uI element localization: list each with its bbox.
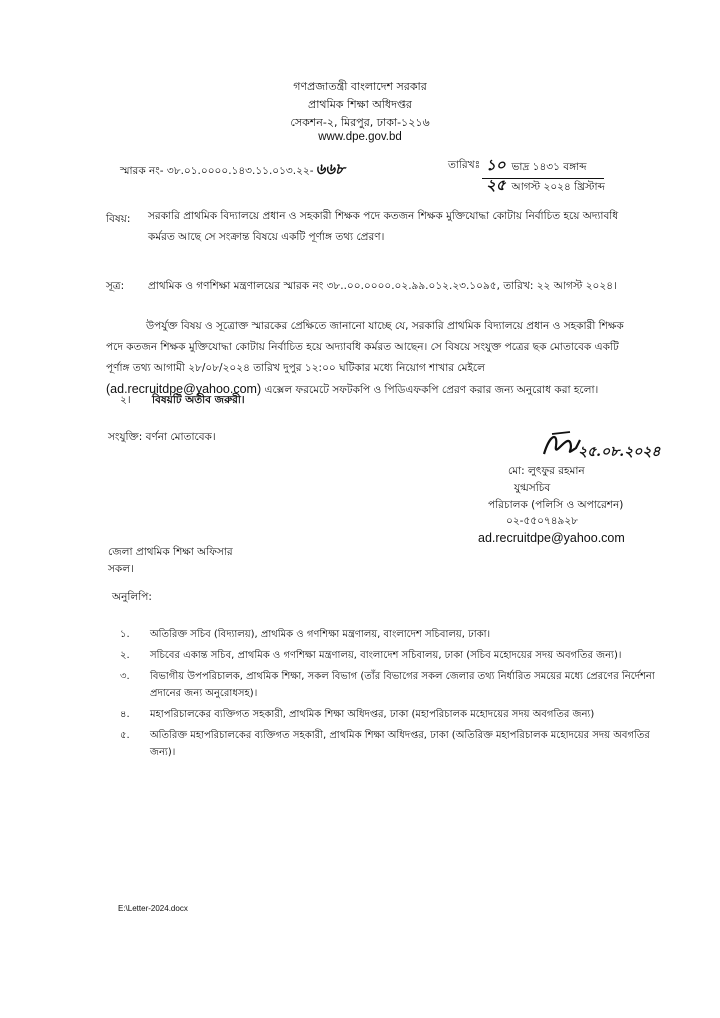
memo-number [120, 158, 345, 183]
item2-number: ২। [120, 394, 131, 406]
website-link[interactable]: www.dpe.gov.bd [318, 131, 402, 143]
reference-text: প্রাথমিক ও গণশিক্ষা মন্ত্রণালয়ের স্মারক নং ৩৮..০০.০০০০.০২.৯৯.০১২.২৩.১০৯৫, তারিখ: ২২ আগস্ট ২০২৪। [148, 280, 617, 292]
date-bangla: ১০ ভাদ্র ১৪৩১ বঙ্গাব্দ [486, 156, 587, 174]
memo-label: স্মারক নং- ৩৮.০১.০০০০.১৪৩.১১.০১৩.২২- [120, 165, 314, 177]
date-english: ২৫ আগস্ট ২০২৪ খ্রিস্টাব্দ [486, 176, 605, 194]
date-english-day: ২৫ [486, 176, 506, 194]
copy-item: ৩. বিভাগীয় উপপরিচালক, প্রাথমিক শিক্ষা, সকল বিভাগ (তাঁর বিভাগের সকল জেলার তথ্য নির্ধারিত সময়ের মধ্যে প্রেরণের নির্দেশনা প্রদানের জন্য অনুরোধসহ)। [120, 671, 655, 699]
subject-text: সরকারি প্রাথমিক বিদ্যালয়ে প্রধান ও সহকারী শিক্ষক পদে কতজন শিক্ষক মুক্তিযোদ্ধা কোটায় নির্বাচিত হয়ে অদ্যাবধি কর্মরত আছে সে সংক্রান্ত বিষয়ে একটি পূর্ণাঙ্গ তথ্য প্রেরণ। [148, 210, 619, 243]
copy-label: অনুলিপি: [112, 591, 152, 603]
signature-date: ২৫.০৮.২০২৪ [578, 444, 661, 460]
date-label: তারিখঃ [448, 159, 481, 171]
signatory-designation: যুগ্মসচিব [514, 482, 551, 494]
signatory-phone: ০২-৫৫০৭৪৯২৮ [506, 515, 578, 527]
urgent-note: বিষয়টি অতীব জরুরী। [152, 394, 245, 406]
signatory-email-link[interactable]: ad.recruitdpe@yahoo.com [478, 531, 625, 545]
recipient-title: জেলা প্রাথমিক শিক্ষা অফিসার [108, 546, 233, 558]
copy-item: ২. সচিবের একান্ত সচিব, প্রাথমিক ও গণশিক্ষা মন্ত্রণালয়, বাংলাদেশ সচিবালয়, ঢাকা (সচিব মহোদয়ের সদয় অবগতির জন্য)। [120, 650, 622, 661]
copy-list [120, 626, 660, 765]
department-name: প্রাথমিক শিক্ষা অধিদপ্তর [308, 98, 412, 111]
memo-handwritten-number: ৬৬৮ [315, 160, 345, 178]
recipient-all: সকল। [108, 563, 134, 575]
attachment-note: সংযুক্তি: বর্ণনা মোতাবেক। [108, 431, 216, 443]
body-paragraph: উপর্যুক্ত বিষয় ও সূত্রোক্ত স্মারকের প্রেক্ষিতে জানানো যাচ্ছে যে, সরকারি প্রাথমিক বিদ্যালয়ে প্রধান ও সহকারী শিক্ষক পদে কতজন শিক্ষক মুক্তিযোদ্ধা কোটায় নির্বাচিত হয়ে অদ্যাবধি কর্মরত আছেন। সে বিষয়ে সংযুক্ত পত্রের ছক মোতাবেক একটি পূর্ণাঙ্গ তথ্য আগামী ২৮/০৮/২০২৪ তারিখ দুপুর ১২:০০ ঘটিকার মধ্যে নিয়োগ শাখার মেইলে (ad.recruitdpe@yahoo.com) এক্সেল ফরমেটে সফটকপি ও পিডিএফকপি প্রেরণ করার জন্য অনুরোধ করা হলো। [106, 320, 624, 396]
date-bangla-day: ১০ [486, 156, 506, 174]
copy-item: ৫. অতিরিক্ত মহাপরিচালকের ব্যক্তিগত সহকারী, প্রাথমিক শিক্ষা অধিদপ্তর, ঢাকা (অতিরিক্ত মহাপরিচালক মহোদয়ের সদয় অবগতির জন্য)। [120, 730, 650, 758]
file-path: E:\Letter-2024.docx [118, 904, 188, 913]
signatory-role: পরিচালক (পলিসি ও অপারেশন) [488, 499, 624, 511]
government-title: গণপ্রজাতন্ত্রী বাংলাদেশ সরকার [293, 80, 427, 93]
reference-label: সূত্র: [106, 280, 125, 292]
signatory-name: মো: লুৎফুর রহমান [508, 465, 585, 477]
copy-item: ১. অতিরিক্ত সচিব (বিদ্যালয়), প্রাথমিক ও গণশিক্ষা মন্ত্রণালয়, বাংলাদেশ সচিবালয়, ঢাকা। [120, 629, 491, 640]
department-address: সেকশন-২, মিরপুর, ঢাকা-১২১৬ [290, 116, 430, 129]
copy-item: ৪. মহাপরিচালকের ব্যক্তিগত সহকারী, প্রাথমিক শিক্ষা অধিদপ্তর, ঢাকা (মহাপরিচালক মহোদয়ের সদয় অবগতির জন্য) [120, 709, 595, 720]
inline-email-link[interactable]: (ad.recruitdpe@yahoo.com) [106, 382, 262, 396]
subject-label: বিষয়: [106, 213, 131, 225]
